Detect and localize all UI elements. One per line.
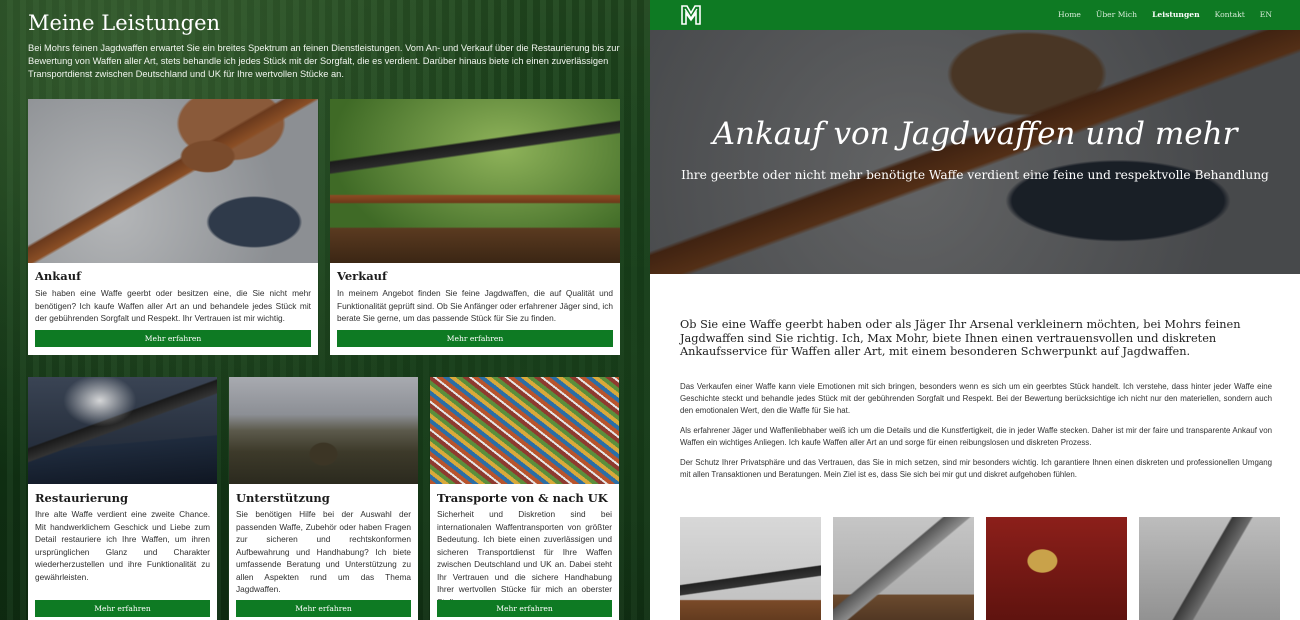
hero-subtitle: Ihre geerbte oder nicht mehr benötigte Waffe verdient eine feine und respektvolle Behandlung: [681, 168, 1269, 182]
hero-banner: [650, 30, 1300, 274]
gallery-image[interactable]: [833, 517, 974, 620]
body-paragraph: Als erfahrener Jäger und Waffenliebhaber weiß ich um die Details und die Kunstfertigkeit, die in jeder Waffe stecken. Daher ist mir der faire und transparente Ankauf von Waffen ein wichtiges Anliegen. Ich kaufe Waffen aller Art an und sorge für einen reibungslosen und diskreten Prozess.: [680, 426, 1272, 447]
nav-language-en[interactable]: EN: [1259, 10, 1272, 19]
services-title: Meine Leistungen: [28, 11, 221, 35]
more-button[interactable]: Mehr erfahren: [35, 600, 210, 617]
card-image: [330, 99, 620, 263]
card-title: Unterstützung: [236, 491, 330, 505]
nav-leistungen[interactable]: Leistungen: [1152, 10, 1200, 19]
nav-home[interactable]: Home: [1058, 10, 1081, 19]
card-restaurierung: [28, 377, 217, 620]
top-navbar: [650, 0, 1300, 30]
card-text: Sie benötigen Hilfe bei der Auswahl der passenden Waffe, Zubehör oder haben Fragen zur sicheren und rechtskonformen Aufbewahrung und Handhabung? Ich biete umfassende Beratung und Unterstützung zu allen Aspekten rund um das Thema Jagdwaffen.: [236, 509, 411, 594]
more-button[interactable]: Mehr erfahren: [35, 330, 311, 347]
card-ankauf: [28, 99, 318, 355]
more-button[interactable]: Mehr erfahren: [236, 600, 411, 617]
nav-kontakt[interactable]: Kontakt: [1214, 10, 1245, 19]
gallery-image[interactable]: [680, 517, 821, 620]
hero-title: Ankauf von Jagdwaffen und mehr: [712, 116, 1238, 152]
card-image: [229, 377, 418, 484]
body-paragraph: Das Verkaufen einer Waffe kann viele Emotionen mit sich bringen, besonders wenn es sich um ein geerbtes Stück handelt. Ich verstehe, dass hinter jeder Waffe eine Geschichte steckt und behandle jedes Stück mit der gebührenden Sorgfalt und Respekt. Bei der Bewertung berücksichtige ich nicht nur den materiellen, sondern auch den emotionalen Wert, den die Waffe für Sie hat.: [680, 382, 1272, 415]
card-text: Sie haben eine Waffe geerbt oder besitzen eine, die Sie nicht mehr benötigen? Ich kaufe Waffen aller Art an und behandele jedes Stück mit der gebührenden Sorgfalt und Respekt. Ihr Vertrauen ist mir wichtig.: [35, 288, 311, 323]
card-verkauf: [330, 99, 620, 355]
card-image: [28, 377, 217, 484]
nav-ueber-mich[interactable]: Über Mich: [1095, 10, 1138, 19]
card-image: [430, 377, 619, 484]
lead-paragraph: Ob Sie eine Waffe geerbt haben oder als Jäger Ihr Arsenal verkleinern möchten, bei Mohrs feinen Jagdwaffen sind Sie richtig. Ich, Max Mohr, biete Ihnen einen vertrauensvollen und diskreten Ankaufsservice für Waffen aller Art, mit einem besonderen Schwerpunkt auf Jagdwaffen.: [680, 318, 1241, 358]
card-image: [28, 99, 318, 263]
card-title: Ankauf: [35, 269, 82, 283]
card-text: Sicherheit und Diskretion sind bei internationalen Waffentransporten von größter Bedeutung. Ich biete einen zuverlässigen und sicheren Transportdienst für Ihre Waffen zwischen Deutschland und UK an. Dabei steht Ihr Vertrauen und die sichere Handhabung Ihrer wertvollen Stücke für mich an oberster: [437, 509, 612, 594]
more-button[interactable]: Mehr erfahren: [337, 330, 613, 347]
ankauf-page: [650, 0, 1300, 620]
more-button[interactable]: Mehr erfahren: [437, 600, 612, 617]
gallery-image[interactable]: [1139, 517, 1280, 620]
card-text: Ihre alte Waffe verdient eine zweite Chance. Mit handwerklichem Geschick und Liebe zum Detail restauriere ich Ihre Waffen, um ihren ursprünglichen Glanz und Charakter wiederherzustellen und ihre Funktionalität zu gewährleisten.: [35, 509, 210, 582]
gallery-image[interactable]: [986, 517, 1127, 620]
card-title: Transporte von & nach UK: [437, 491, 608, 505]
body-paragraph: Der Schutz Ihrer Privatsphäre und das Vertrauen, das Sie in mich setzen, sind mir besonders wichtig. Ich garantiere Ihnen einen diskreten und professionellen Umgang mit allen Transaktionen und Beratungen. Mein Ziel ist es, dass Sie sich bei mir gut und diskret aufgehoben fühlen.: [680, 458, 1272, 479]
card-title: Verkauf: [337, 269, 387, 283]
logo-icon[interactable]: [680, 4, 702, 26]
card-text: In meinem Angebot finden Sie feine Jagdwaffen, die auf Qualität und Funktionalität geprüft sind. Ob Sie Anfänger oder erfahrener Jäger sind, ich berate Sie gerne, um das passende Stück für Sie zu finden.: [337, 288, 613, 323]
card-transporte: [430, 377, 619, 620]
nav-menu: [1043, 0, 1272, 30]
services-intro: Bei Mohrs feinen Jagdwaffen erwartet Sie ein breites Spektrum an feinen Dienstleistungen. Vom An- und Verkauf über die Restaurierung bis zur Bewertung von Waffen aller Art, stets behandle ich jedes Stück mit der Sorgfalt, die es verdient. Darüber hinaus biete ich einen zuverlässigen Transportdienst zwischen Deutschland und UK für Ihre wertvollen Stücke an.: [28, 43, 620, 79]
card-title: Restaurierung: [35, 491, 129, 505]
card-unterstuetzung: [229, 377, 418, 620]
